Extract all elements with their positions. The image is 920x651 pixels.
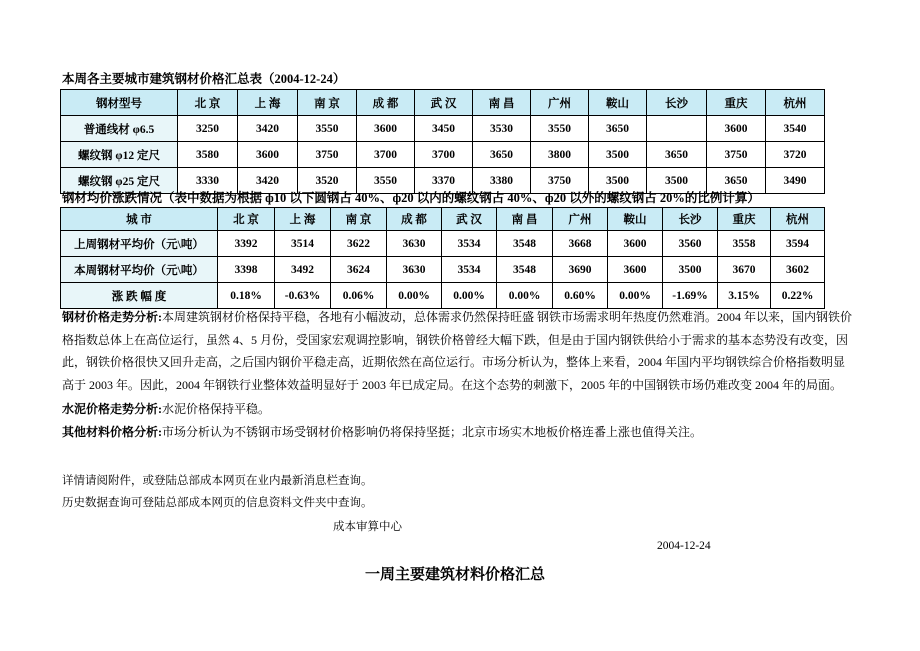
price-cell: 3800: [531, 142, 589, 168]
other-analysis-label: 其他材料价格分析:: [62, 425, 162, 439]
value-cell: 0.18%: [218, 283, 275, 309]
value-cell: 3500: [663, 257, 718, 283]
table2-header-cell: 上 海: [275, 208, 331, 231]
value-cell: 3548: [497, 231, 553, 257]
bottom-title: 一周主要建筑材料价格汇总: [365, 565, 546, 583]
cement-analysis-text: 水泥价格保持平稳。: [162, 402, 271, 416]
value-cell: 3630: [387, 257, 442, 283]
value-cell: 0.00%: [387, 283, 442, 309]
value-cell: 3534: [442, 257, 497, 283]
table2-header-cell: 成 都: [387, 208, 442, 231]
value-cell: 3668: [553, 231, 608, 257]
price-cell: 3600: [707, 116, 766, 142]
price-cell: 3650: [473, 142, 531, 168]
price-cell: [647, 116, 707, 142]
table2-header-cell: 重庆: [718, 208, 771, 231]
price-cell: 3250: [178, 116, 238, 142]
table1-header-cell: 南 昌: [473, 90, 531, 116]
value-cell: 3630: [387, 231, 442, 257]
table1-header-cell: 成 都: [357, 90, 415, 116]
value-cell: 0.22%: [771, 283, 825, 309]
table1-header-cell: 广州: [531, 90, 589, 116]
price-cell: 3750: [298, 142, 357, 168]
table2-header-cell: 北 京: [218, 208, 275, 231]
other-analysis-text: 市场分析认为不锈钢市场受钢材价格影响仍将保持坚挺；北京市场实木地板价格连番上涨也值得关注。: [162, 425, 703, 439]
value-cell: 0.00%: [608, 283, 663, 309]
table1-header-cell: 杭州: [766, 90, 825, 116]
value-cell: 0.00%: [497, 283, 553, 309]
price-cell: 3600: [238, 142, 298, 168]
price-cell: 3450: [415, 116, 473, 142]
steel-analysis: [62, 306, 852, 396]
table2-header-cell: 南 昌: [497, 208, 553, 231]
signature: 成本审算中心: [333, 521, 402, 533]
price-cell: 3700: [357, 142, 415, 168]
price-cell: 3330: [178, 168, 238, 194]
table1-header-cell: 上 海: [238, 90, 298, 116]
other-materials-analysis: [62, 421, 852, 444]
table1-header-cell: 重庆: [707, 90, 766, 116]
price-cell: 3370: [415, 168, 473, 194]
price-cell: 3380: [473, 168, 531, 194]
table2-header-cell: 长沙: [663, 208, 718, 231]
table2-header-cell: 武 汉: [442, 208, 497, 231]
row-label: 普通线材 φ6.5: [61, 116, 178, 142]
price-cell: 3520: [298, 168, 357, 194]
price-cell: 3580: [178, 142, 238, 168]
value-cell: 3690: [553, 257, 608, 283]
price-cell: 3750: [531, 168, 589, 194]
row-label: 螺纹钢 φ12 定尺: [61, 142, 178, 168]
value-cell: 3602: [771, 257, 825, 283]
table2-header-cell: 鞍山: [608, 208, 663, 231]
table2-header-cell: 广州: [553, 208, 608, 231]
price-cell: 3720: [766, 142, 825, 168]
value-cell: 0.00%: [442, 283, 497, 309]
price-cell: 3500: [589, 142, 647, 168]
table2-title: 钢材均价涨跌情况（表中数据为根据 ф10 以下圆钢占 40%、ф20 以内的螺纹钢占 40%、ф20 以外的螺纹钢占 20%的比例计算）: [62, 191, 760, 205]
cement-analysis-label: 水泥价格走势分析:: [62, 402, 162, 416]
cement-analysis: [62, 398, 852, 421]
price-cell: 3540: [766, 116, 825, 142]
document-date: 2004-12-24: [657, 540, 711, 552]
value-cell: 3558: [718, 231, 771, 257]
value-cell: 0.06%: [331, 283, 387, 309]
value-cell: 3492: [275, 257, 331, 283]
value-cell: 3548: [497, 257, 553, 283]
table-row: [61, 283, 825, 309]
value-cell: 3392: [218, 231, 275, 257]
price-cell: 3650: [707, 168, 766, 194]
table1-header-cell: 南 京: [298, 90, 357, 116]
value-cell: 3560: [663, 231, 718, 257]
price-cell: 3490: [766, 168, 825, 194]
table1-header-cell: 北 京: [178, 90, 238, 116]
steel-analysis-text: 本周建筑钢材价格保持平稳，各地有小幅波动，总体需求仍然保持旺盛 钢铁市场需求明年热度仍然难消。2004 年以来，国内钢铁价格指数总体上在高位运行，虽然 4、5 月份，受国家宏观调控影响，钢铁价格曾经大幅下跌，但是由于国内钢铁供给小于需求的基本态势没有改变，因此，钢铁价格很快又回升走高，之后国内钢价平稳走高，近期依然在高位运行。市场分析认为，整体上来看，2004 年国内平均钢铁综合价格指数明显高于 2003 年。因此，2004 年钢铁行业整体效益明显好于 2003 年已成定局。在这个态势的刺激下，2005 年的中国钢铁市场仍难改变 2004 年的局面。: [62, 310, 853, 392]
table-row: [61, 142, 825, 168]
table-row: [61, 116, 825, 142]
table2-header-cell: 城 市: [61, 208, 218, 231]
value-cell: -0.63%: [275, 283, 331, 309]
value-cell: 3600: [608, 257, 663, 283]
value-cell: 3670: [718, 257, 771, 283]
table1-header-cell: 长沙: [647, 90, 707, 116]
row-label: 涨 跌 幅 度: [61, 283, 218, 309]
table-row: [61, 257, 825, 283]
table2-header-cell: 南 京: [331, 208, 387, 231]
price-cell: 3500: [589, 168, 647, 194]
row-label: 上周钢材平均价（元\吨）: [61, 231, 218, 257]
price-cell: 3500: [647, 168, 707, 194]
table1-title: 本周各主要城市建筑钢材价格汇总表（2004-12-24）: [62, 72, 346, 86]
value-cell: 3600: [608, 231, 663, 257]
price-cell: 3750: [707, 142, 766, 168]
price-cell: 3420: [238, 168, 298, 194]
note-line-2: 历史数据查询可登陆总部成本网页的信息资料文件夹中查询。: [62, 497, 373, 509]
price-cell: 3650: [647, 142, 707, 168]
price-cell: 3530: [473, 116, 531, 142]
price-cell: 3650: [589, 116, 647, 142]
value-cell: 3534: [442, 231, 497, 257]
value-cell: 3624: [331, 257, 387, 283]
table2-header-cell: 杭州: [771, 208, 825, 231]
price-cell: 3600: [357, 116, 415, 142]
value-cell: 0.60%: [553, 283, 608, 309]
value-cell: 3514: [275, 231, 331, 257]
value-cell: 3594: [771, 231, 825, 257]
table-row: [61, 231, 825, 257]
average-price-change-table: [60, 207, 825, 309]
steel-analysis-label: 钢材价格走势分析:: [62, 310, 162, 324]
value-cell: 3622: [331, 231, 387, 257]
row-label: 螺纹钢 φ25 定尺: [61, 168, 178, 194]
price-cell: 3550: [357, 168, 415, 194]
table1-header-cell: 武 汉: [415, 90, 473, 116]
table1-header-cell: 钢材型号: [61, 90, 178, 116]
row-label: 本周钢材平均价（元\吨）: [61, 257, 218, 283]
value-cell: 3.15%: [718, 283, 771, 309]
price-cell: 3550: [298, 116, 357, 142]
note-line-1: 详情请阅附件，或登陆总部成本网页在业内最新消息栏查询。: [62, 475, 373, 487]
price-cell: 3420: [238, 116, 298, 142]
value-cell: 3398: [218, 257, 275, 283]
value-cell: -1.69%: [663, 283, 718, 309]
price-cell: 3700: [415, 142, 473, 168]
price-cell: 3550: [531, 116, 589, 142]
table1-header-row: [61, 90, 825, 116]
table1-header-cell: 鞍山: [589, 90, 647, 116]
table2-header-row: [61, 208, 825, 231]
steel-price-table: [60, 89, 825, 194]
